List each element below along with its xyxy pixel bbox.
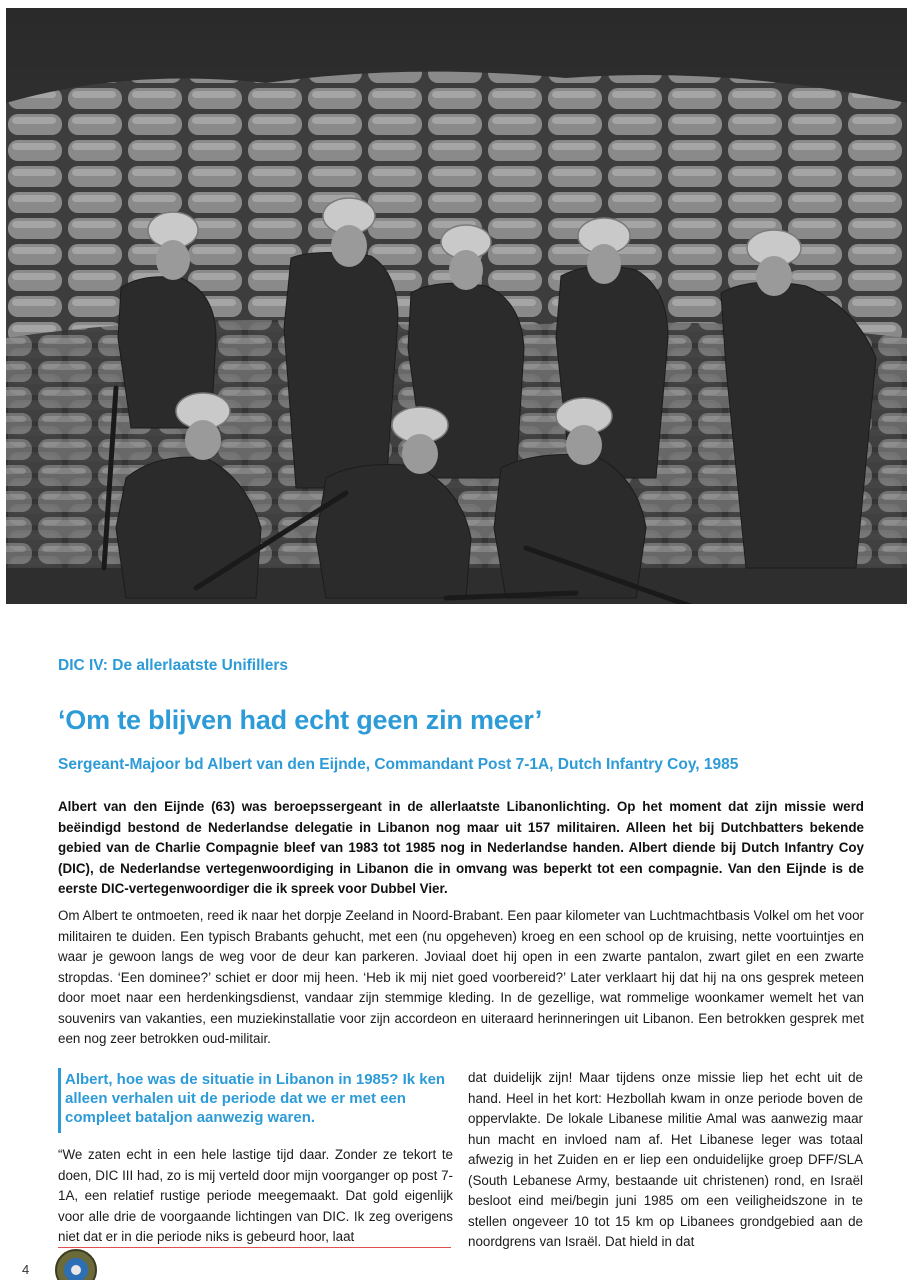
article-photo [6,8,907,604]
footer-rule [58,1247,451,1248]
section-label: DIC IV: De allerlaatste Unifillers [58,657,289,674]
emblem-icon [54,1248,98,1285]
interview-question: Albert, hoe was de situatie in Libanon in 1985? Ik ken alleen verhalen uit de periode dat we er met een compleet bataljon aanwezig waren. [58,1068,453,1133]
article-headline: ‘Om te blijven had echt geen zin meer’ [58,705,543,735]
intro-paragraph: Albert van den Eijnde (63) was beroepssergeant in de allerlaatste Libanonlichting. Op het moment dat zijn missie werd beëindigd bestond de Nederlandse delegatie in Libanon nog maar uit 157 militairen. Alleen het bij Dutchbatters bekende gebied van de Charlie Compagnie bleef van 1983 tot 1985 nog in Nederlandse handen. Albert diende bij Dutch Infantry Coy (DIC), de Nederlandse vertegenwoordiging in Libanon die in omvang was beperkt tot een compagnie. Van den Eijnde is de eerste DIC-vertegenwoordiger die ik spreek voor Dubbel Vier. [58,799,864,896]
answer-right: dat duidelijk zijn! Maar tijdens onze missie liep het echt uit de hand. Heel in het kort: Hezbollah kwam in onze periode boven de oppervlakte. De lokale Libanese militie Amal was aanwezig maar hun macht en invloed nam af. Het Libanese leger was totaal afwezig in het Zuiden en er liep een onduidelijke groep DFF/SLA (South Lebanese Army, bestaande uit christenen) rond, en Israël besloot eind mei/begin juni 1985 om een veiligheidszone in te stellen ongeveer 10 tot 15 km op Libanees grondgebied aan de noordgrens van Israël. Dat hield in dat [468,1070,863,1249]
soldiers-photo-illustration [6,8,907,604]
page-number: 4 [22,1262,30,1277]
left-column [58,1068,453,1248]
article-subhead: Sergeant-Majoor bd Albert van den Eijnde, Commandant Post 7-1A, Dutch Infantry Coy, 1985 [58,756,739,773]
answer-left: “We zaten echt in een hele lastige tijd daar. Zonder ze tekort te doen, DIC III had, zo is mij verteld door mijn voorganger op post 7-1A, een relatief rustige periode meegemaakt. Dat gold eigenlijk voor alle drie de voorgaande lichtingen van DIC. Ik zeg overigens niet dat er in die periode niks is gebeurd hoor, laat [58,1147,453,1244]
body-paragraph: Om Albert te ontmoeten, reed ik naar het dorpje Zeeland in Noord-Brabant. Een paar kilometer van Luchtmachtbasis Volkel om het voor militairen te duiden. Een typisch Brabants gehucht, met een (nu opgeheven) kroeg en een school op de kruising, nette voortuintjes en waar je gewoon langs de weg voor de deur kan parkeren. Joviaal doet hij open in een zwarte pantalon, zwart gilet en een zwarte stropdas. ‘Een dominee?’ schiet er door mij heen. ‘Heb ik mij niet goed voorbereid?’ Later verklaart hij dat hij na ons gesprek meteen door moet naar een herdenkingsdienst, vandaar zijn stemmige kleding. In de gezellige, wat rommelige woonkamer wemelt het van souvenirs van vakanties, een muziekinstallatie voor zijn accordeon en uiteraard herinneringen uit Libanon. Een betrokken gesprek met een nog zeer betrokken oud-militair. [58,908,864,1046]
